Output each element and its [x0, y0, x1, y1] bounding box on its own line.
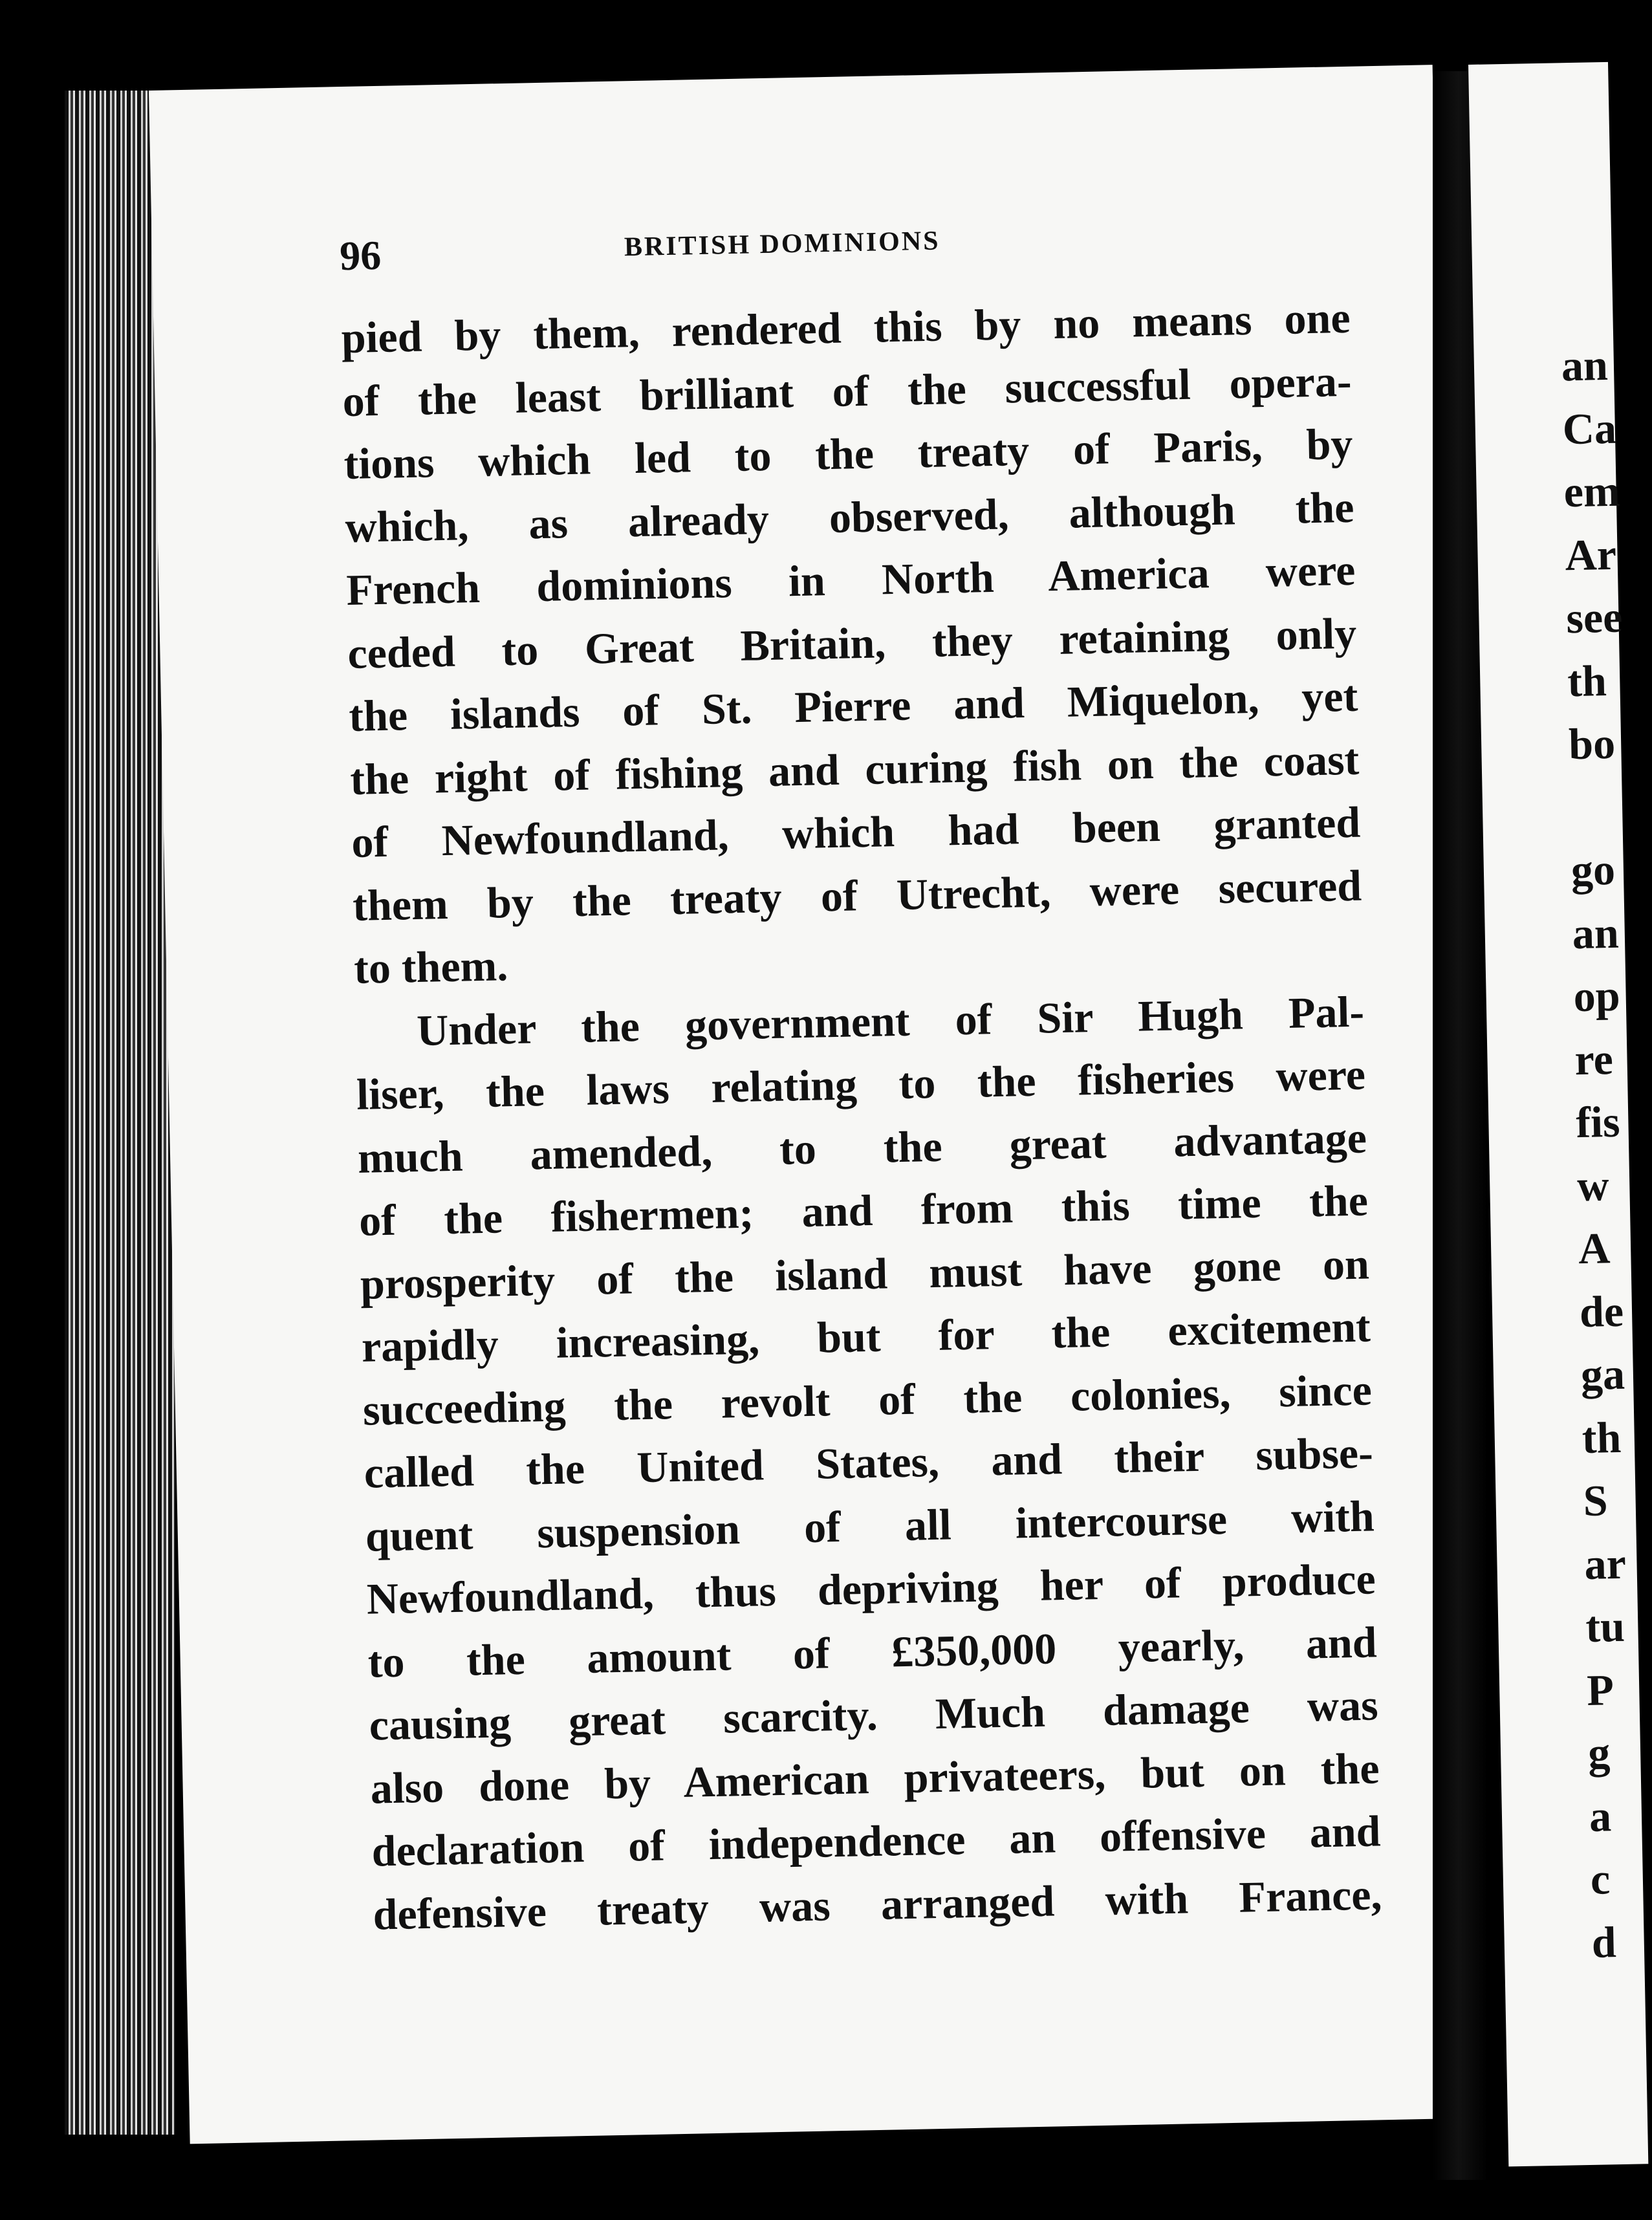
text-line: prosperity of the island must have gone on [360, 1239, 1370, 1309]
text-fragment: tu [1585, 1601, 1625, 1651]
text-line: which, as already observed, although the [344, 482, 1355, 552]
text-line: them by the treaty of Utrecht, were secured [352, 860, 1362, 930]
text-line: much amended, to the great advantage [357, 1113, 1367, 1182]
text-fragment: see [1565, 592, 1623, 643]
text-line: succeeding the revolt of the colonies, since [362, 1364, 1373, 1435]
text-line: quent suspension of all intercourse with [365, 1490, 1375, 1561]
text-line: also done by American privateers, but on the [369, 1743, 1380, 1813]
text-fragment: ar [1583, 1538, 1627, 1589]
text-line: pied by them, rendered this by no means one [340, 292, 1351, 363]
left-page [149, 65, 1473, 2144]
right-page [1468, 62, 1648, 2167]
right-page-fragments [1561, 334, 1648, 1974]
text-line: defensive treaty was arranged with France, [372, 1869, 1383, 1939]
text-fragment: Ca [1562, 403, 1617, 453]
text-fragment: c [1590, 1854, 1611, 1904]
running-head-title: BRITISH DOMINIONS [624, 226, 940, 263]
text-line: the islands of St. Pierre and Miquelon, yet [348, 671, 1358, 741]
text-line: to them. [353, 941, 508, 993]
running-head [339, 215, 1220, 290]
text-fragment: em [1563, 466, 1621, 517]
text-fragment: re [1574, 1034, 1614, 1084]
text-line: the right of fishing and curing fish on the coast [349, 734, 1360, 804]
text-line: ceded to Great Britain, they retaining only [347, 608, 1357, 678]
text-line: tions which led to the treaty of Paris, by [343, 419, 1354, 489]
text-fragment: de [1579, 1286, 1624, 1336]
text-fragment: a [1589, 1790, 1612, 1841]
text-line: French dominions in North America were [345, 545, 1356, 615]
text-line: Under the government of Sir Hugh Pal- [416, 986, 1365, 1055]
text-line: declaration of independence an offensive and [371, 1806, 1382, 1876]
text-fragment: go [1570, 844, 1616, 895]
text-line: called the United States, and their subse- [364, 1428, 1374, 1497]
text-line: liser, the laws relating to the fisheries were [356, 1049, 1366, 1119]
text-fragment: w [1576, 1160, 1610, 1210]
body-text [341, 287, 1383, 1946]
text-fragment: Ar [1564, 529, 1617, 580]
text-fragment: an [1561, 340, 1609, 391]
text-fragment: bo [1568, 718, 1616, 769]
text-line: to the amount of £350,000 yearly, and [367, 1616, 1378, 1687]
text-line: of the fishermen; and from this time the [358, 1175, 1369, 1245]
page-number: 96 [339, 232, 382, 279]
text-fragment: d [1591, 1917, 1617, 1967]
text-fragment: th [1567, 655, 1607, 706]
text-line: rapidly increasing, but for the excitement [361, 1301, 1371, 1371]
text-fragment: ga [1580, 1349, 1625, 1400]
text-fragment: op [1572, 970, 1621, 1021]
text-fragment: g [1587, 1728, 1611, 1778]
text-fragment: S [1582, 1475, 1609, 1525]
text-line: of Newfoundland, which had been granted [351, 797, 1361, 867]
text-fragment: an [1572, 908, 1620, 958]
text-line: Newfoundland, thus depriving her of produce [366, 1554, 1376, 1624]
text-fragment: A [1578, 1223, 1611, 1274]
text-line: causing great scarcity. Much damage was [369, 1680, 1379, 1750]
text-fragment: fis [1575, 1096, 1621, 1148]
text-fragment: th [1581, 1412, 1622, 1463]
text-line: of the least brilliant of the successful opera- [342, 356, 1353, 426]
text-fragment: P [1586, 1664, 1614, 1715]
